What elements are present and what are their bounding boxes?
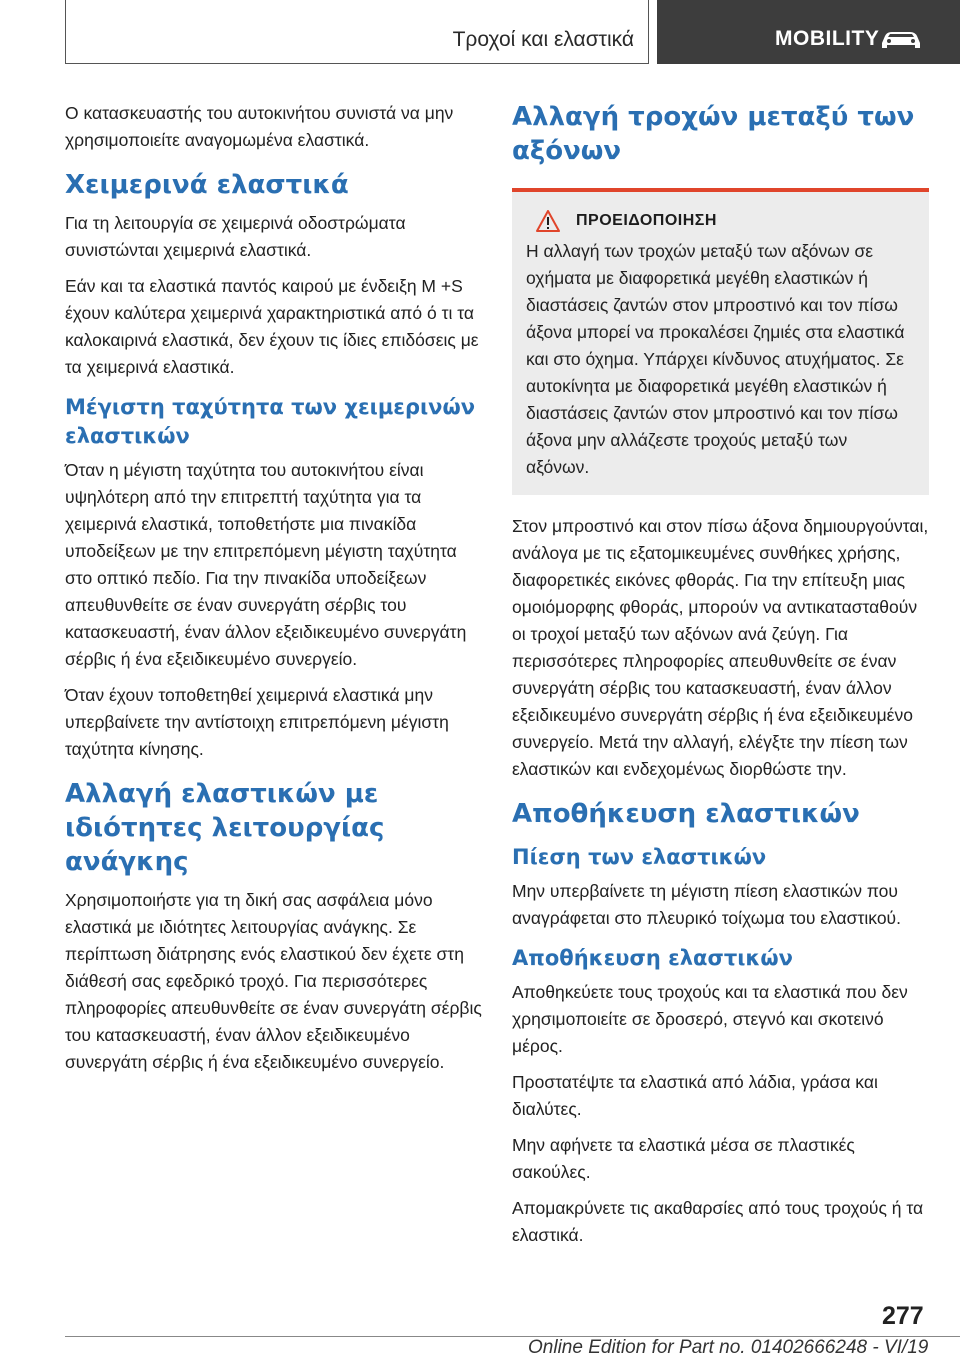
max-speed-paragraph-1: Όταν η μέγιστη ταχύτητα του αυτοκινήτου είναι υψηλότερη από την επιτρεπτή ταχύτητα για τα χειμερινά ελαστικά, τοποθετήστε μια πινακίδα υποδείξεων με την επιτρεπόμενη μέγιστη ταχύτητα στο οπτικό πεδίο. Για την πινακίδα υποδείξεων απευθυνθείτε σε έναν συνεργάτη σέρβις του κατασκευαστή, έναν άλλον εξειδικευμένο συνεργάτη σέρβις ή ένα εξειδικευμένο συνεργείο. [65,460,467,669]
storage-paragraph-1: Αποθηκεύετε τους τροχούς και τα ελαστικά που δεν χρησιμοποιείτε σε δροσερό, στεγνό και σκοτεινό μέρος. [512,982,908,1056]
car-icon [878,27,924,51]
max-speed-paragraph-2: Όταν έχουν τοποθετηθεί χειμερινά ελαστικά μην υπερβαίνετε την αντίστοιχη επιτρεπόμενη μέγιστη ταχύτητα κίνησης. [65,685,449,759]
warning-text: Η αλλαγή των τροχών μεταξύ των αξόνων σε οχήματα με διαφορετικά μεγέθη ελαστικών ή διαστάσεις ζαντών στον μπροστινό και τον πίσω άξονα μπορεί να προκαλέσει ζημιές στα ελαστικά και στο όχημα. Υπάρχει κίνδυνος ατυχήματος. Σε αυτοκίνητα με διαφορετικά μεγέθη ελαστικών ή διαστάσεις ζαντών στον μπροστινό και τον πίσω άξονα μην αλλάζεστε τροχούς μεταξύ των αξόνων. [526,241,905,477]
storage-paragraph-4: Απομακρύνετε τις ακαθαρσίες από τους τροχούς ή τα ελαστικά. [512,1198,924,1245]
run-flat-paragraph: Χρησιμοποιήστε για τη δική σας ασφάλεια μόνο ελαστικά με ιδιότητες λειτουργίας ανάγκης. Σε περίπτωση διάτρησης ενός ελαστικού δεν έχετε στη διάθεσή σας εφεδρικό τροχό. Για περισσότερες πληροφορίες απευθυνθείτε σε έναν συνεργάτη σέρβις του κατασκευαστή, έναν άλλον εξειδικευμένο συνεργάτη σέρβις ή ένα εξειδικευμένο συνεργείο. [65,890,482,1072]
right-column [512,100,929,1258]
warning-header [536,210,915,232]
edition-footer: Online Edition for Part no. 01402666248 - VI/19 [528,1337,929,1358]
heading-wheel-swap: Αλλαγή τροχών μεταξύ των αξόνων [512,102,915,166]
left-column [65,100,482,1085]
heading-tyre-storage: Αποθήκευση ελαστικών [512,799,860,829]
warning-title: ΠΡΟΕΙΔΟΠΟΙΗΣΗ [576,212,717,229]
storage-paragraph-2: Προστατέψτε τα ελαστικά από λάδια, γράσα και διαλύτες. [512,1072,878,1119]
header-box [65,0,649,64]
wheel-swap-paragraph: Στον μπροστινό και στον πίσω άξονα δημιουργούνται, ανάλογα με τις εξατομικευμένες συνθήκες χρήσης, διαφορετικές εικόνες φθοράς. Για την επίτευξη μιας ομοιόμορφης φθοράς, μπορούν να αντικατασταθούν οι τροχοί μεταξύ των αξόνων ανά ζεύγη. Για περισσότερες πληροφορίες απευθυνθείτε σε έναν συνεργάτη σέρβις του κατασκευαστή, έναν άλλον εξειδικευμένο συνεργάτη σέρβις ή ένα εξειδικευμένο συνεργείο. Μετά την αλλαγή, ελέγξτε την πίεση των ελαστικών και ενδεχομένως διορθώστε την. [512,516,929,779]
heading-run-flat: Αλλαγή ελαστικών με ιδιότητες λειτουργίας ανάγκης [65,779,385,877]
warning-box [512,188,929,495]
heading-tyre-pressure: Πίεση των ελαστικών [512,845,767,869]
warning-triangle-icon [536,210,560,232]
heading-tyre-storage-sub: Αποθήκευση ελαστικών [512,946,793,970]
storage-paragraph-3: Μην αφήνετε τα ελαστικά μέσα σε πλαστικές σακούλες. [512,1135,855,1182]
winter-paragraph-1: Για τη λειτουργία σε χειμερινά οδοστρώματα συνιστώνται χειμερινά ελαστικά. [65,213,406,260]
tab-label: MOBILITY [775,27,880,50]
winter-paragraph-2: Εάν και τα ελαστικά παντός καιρού με ένδειξη M +S έχουν καλύτερα χειμερινά χαρακτηριστικά από ό τι τα καλοκαιρινά ελαστικά, δεν έχουν τις ίδιες επιδόσεις με τα χειμερινά ελαστικά. [65,276,479,377]
page-number: 277 [882,1302,924,1330]
intro-paragraph: Ο κατασκευαστής του αυτοκινήτου συνιστά να μην χρησιμοποιείτε αναγομωμένα ελαστικά. [65,103,454,150]
heading-winter-tyres: Χειμερινά ελαστικά [65,170,349,200]
tyre-pressure-paragraph: Μην υπερβαίνετε τη μέγιστη πίεση ελαστικών που αναγράφεται στο πλευρικό τοίχωμα του ελαστικού. [512,881,901,928]
heading-max-speed: Μέγιστη ταχύτητα των χειμερινών ελαστικών [65,395,476,448]
section-title: Τροχοί και ελαστικά [452,28,634,51]
